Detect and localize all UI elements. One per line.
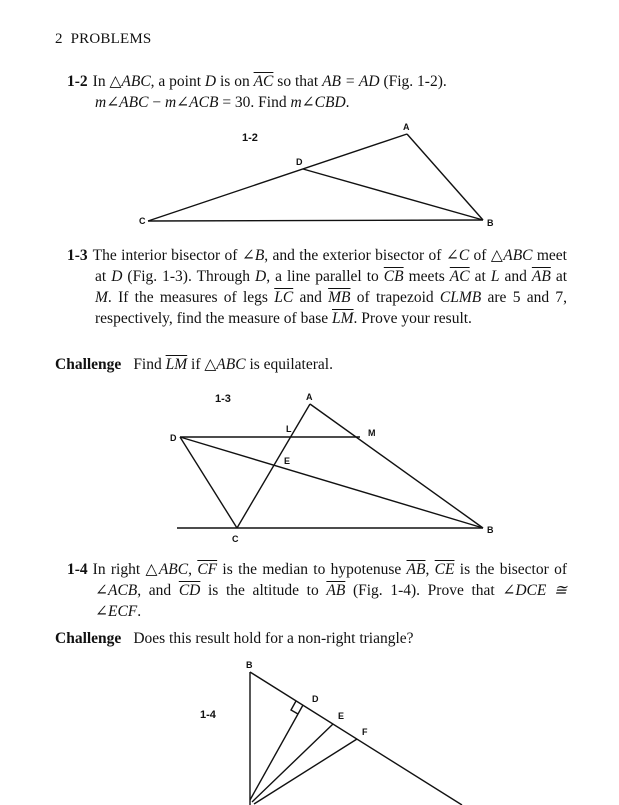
section-title: PROBLEMS <box>70 31 152 47</box>
point-l-label: L <box>286 424 292 434</box>
vertex-c-label: C <box>139 216 146 226</box>
segment: $\overline{AB}$ <box>531 268 551 285</box>
vertex-b-label: B <box>487 525 494 535</box>
math: D <box>204 73 217 90</box>
math: CLMB <box>439 289 482 306</box>
text: , <box>188 561 198 578</box>
text: , a line parallel to <box>266 268 384 285</box>
math: D <box>254 268 267 285</box>
text: (Fig. 1-3). Through <box>122 268 255 285</box>
segment: $\overline{LM}$ <box>332 310 354 327</box>
text: so that <box>273 73 323 90</box>
figure-label: 1-3 <box>215 393 231 405</box>
segment: $\overline{MB}$ <box>328 289 351 306</box>
text: if <box>187 356 205 373</box>
vertex-b-label: B <box>487 218 494 228</box>
point-d-label: D <box>170 433 177 443</box>
text: at <box>469 268 491 285</box>
segment: $\overline{LC}$ <box>274 289 294 306</box>
text: , <box>425 561 435 578</box>
math: D <box>111 268 123 285</box>
math: ∠ACB <box>95 582 138 599</box>
text: . <box>137 603 142 620</box>
text: at <box>550 268 568 285</box>
text: (Fig. 1-4). Prove that <box>345 582 503 599</box>
text: − <box>148 94 165 111</box>
segment: $\overline{AB}$ <box>406 561 426 578</box>
math: ∠C <box>445 247 470 264</box>
point-f-label: F <box>362 727 368 737</box>
point-m-label: M <box>368 428 376 438</box>
figure-label: 1-2 <box>242 132 258 144</box>
text: = 30. Find <box>218 94 291 111</box>
challenge-label: Challenge <box>55 356 122 373</box>
segment: $\overline{AC}$ <box>449 268 470 285</box>
math: ∠B <box>241 247 265 264</box>
math: △ABC <box>204 356 246 373</box>
problem-number: 1-4 <box>67 561 88 578</box>
point-e-label: E <box>284 456 291 466</box>
segment-ce <box>252 724 333 802</box>
vertex-b-label: B <box>246 660 253 670</box>
right-angle-mark <box>291 701 298 714</box>
text: . If the measures of legs <box>107 289 275 306</box>
text: meet at <box>95 247 567 285</box>
segment-ba <box>250 672 462 805</box>
text: is on <box>216 73 254 90</box>
text: . <box>345 94 350 111</box>
text: meets <box>403 268 450 285</box>
text: , a point <box>150 73 205 90</box>
problem-number: 1-3 <box>67 247 88 264</box>
text: Find <box>133 356 166 373</box>
math: m∠CBD <box>290 94 346 111</box>
problem-number: 1-2 <box>67 73 88 90</box>
text: , and <box>137 582 179 599</box>
text: are 5 and 7, respectively, find the measure of base <box>95 289 568 327</box>
text: is the bisector of <box>454 561 567 578</box>
segment: $\overline{AB}$ <box>326 582 346 599</box>
page-number: 2 <box>55 31 63 47</box>
text: (Fig. 1-2). <box>379 73 447 90</box>
math: △ABC <box>109 73 151 90</box>
vertex-a-label: A <box>403 122 410 132</box>
point-d-label: D <box>312 694 319 704</box>
math: AB = AD <box>322 73 380 90</box>
math: m∠ABC <box>95 94 149 111</box>
vertex-c-label: C <box>232 534 239 544</box>
math: △ABC <box>145 561 189 578</box>
segment: $\overline{AC}$ <box>253 73 274 90</box>
text: is the median to hypotenuse <box>217 561 407 578</box>
segment: $\overline{CD}$ <box>178 582 201 599</box>
math: M <box>95 289 108 306</box>
segment-cd <box>250 705 303 800</box>
vertex-a-label: A <box>306 392 313 402</box>
segment: $\overline{LM}$ <box>165 356 188 373</box>
segment-cf <box>254 739 357 804</box>
challenge-text: Does this result hold for a non-right triangle? <box>133 630 414 647</box>
segment: $\overline{CE}$ <box>434 561 455 578</box>
figure-label: 1-4 <box>200 709 216 721</box>
text: and <box>293 289 329 306</box>
challenge-label: Challenge <box>55 630 122 647</box>
text: , and the exterior bisector of <box>264 247 446 264</box>
point-e-label: E <box>338 711 345 721</box>
text: of <box>469 247 491 264</box>
text: . Prove your result. <box>353 310 472 327</box>
text: of trapezoid <box>350 289 440 306</box>
math: m∠ACB <box>164 94 219 111</box>
text: and <box>499 268 532 285</box>
math: ∠DCE ≅ ∠ECF <box>95 582 567 620</box>
segment: $\overline{CB}$ <box>383 268 404 285</box>
text: In <box>92 73 110 90</box>
math: L <box>490 268 500 285</box>
point-d-label: D <box>296 157 303 167</box>
math: △ABC <box>490 247 533 264</box>
text: is equilateral. <box>245 356 333 373</box>
text: is the altitude to <box>200 582 327 599</box>
text: In right <box>92 561 146 578</box>
text: The interior bisector of <box>92 247 242 264</box>
segment: $\overline{CF}$ <box>197 561 218 578</box>
